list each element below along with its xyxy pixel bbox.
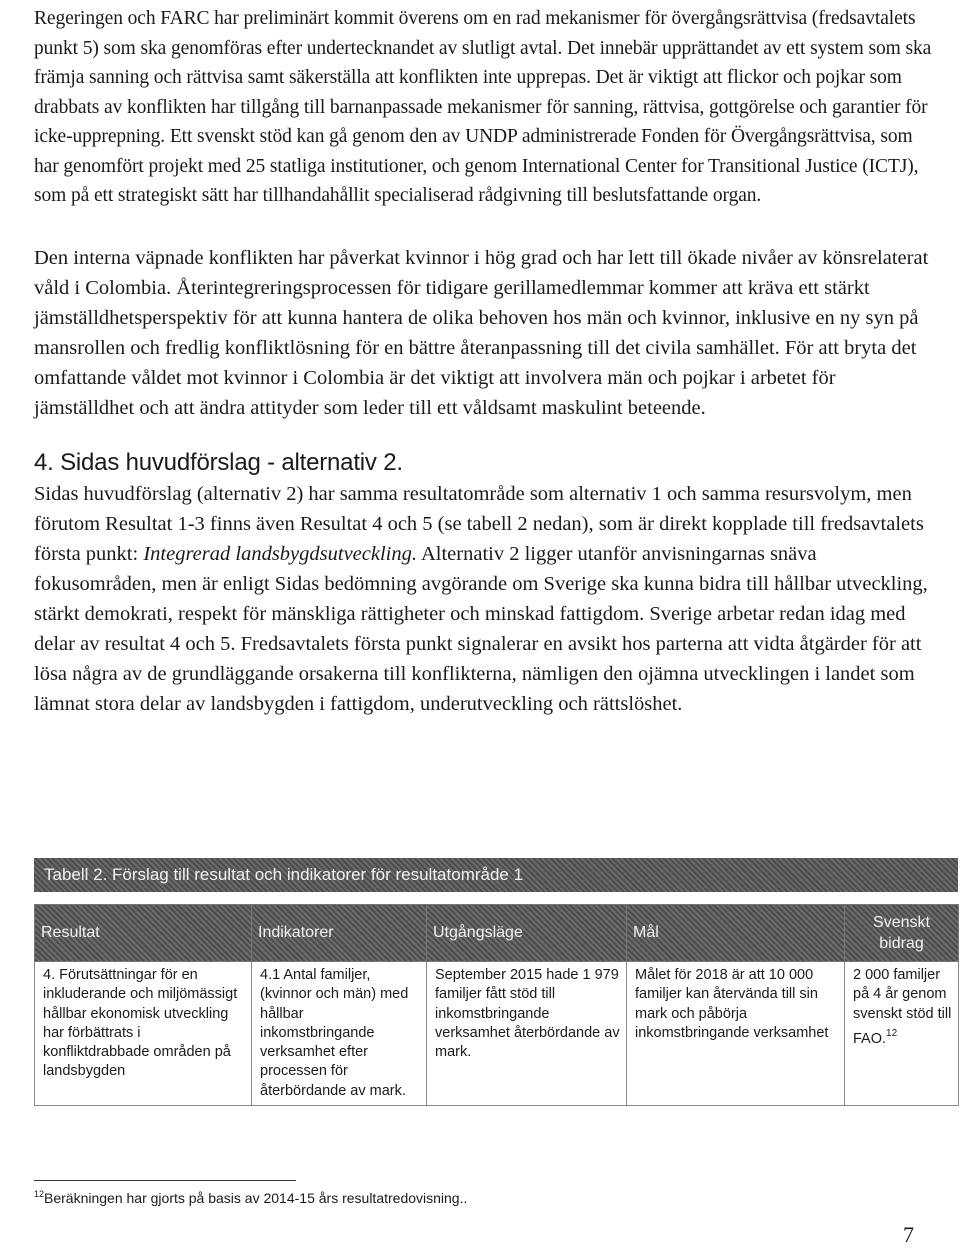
header-svenskt-bidrag: Svenskt bidrag — [845, 905, 959, 962]
table-row — [35, 962, 959, 1106]
section-heading: 4. Sidas huvudförslag - alternativ 2. — [34, 448, 403, 476]
cell-resultat: 4. Förutsättningar för en inkluderande och miljömässigt hållbar ekonomisk utveckling har förbättrats i konfliktdrabbade områden på landsbygden — [35, 962, 252, 1106]
paragraph-main-proposal — [34, 479, 934, 719]
header-utgangslage: Utgångsläge — [427, 905, 627, 962]
table-header-row — [35, 905, 959, 962]
paragraph-main-proposal-start: Sidas huvudförslag (alternativ 2) har samma resultatområde som alternativ 1 och samma resursvolym, men förutom Resultat 1-3 finns även Resultat 4 och 5 (se tabell 2 nedan), som är direkt kopplade till fredsavtalets första punkt: — [34, 482, 924, 565]
paragraph-gender-violence: Den interna väpnade konflikten har påverkat kvinnor i hög grad och har lett till ökade nivåer av könsrelaterat våld i Colombia. Återintegreringsprocessen för tidigare gerillamedlemmar kommer att kräva ett stärkt jämställdhetsperspektiv för att kunna hantera de olika behoven hos män och kvinnor, inklusive en ny syn på mansrollen och fredlig konfliktlösning för en bättre återanpassning till det civila samhället. För att bryta det omfattande våldet mot kvinnor i Colombia är det viktigt att involvera män och pojkar i arbetet för jämställdhet och att ändra attityder som leder till ett våldsamt maskulint beteende. — [34, 246, 929, 419]
cell-indikatorer: 4.1 Antal familjer, (kvinnor och män) med hållbar inkomstbringande verksamhet efter processen för återbördande av mark. — [252, 962, 427, 1106]
footnote-divider — [34, 1180, 296, 1181]
table-title: Tabell 2. Förslag till resultat och indikatorer för resultatområde 1 — [34, 858, 958, 892]
header-resultat: Resultat — [35, 905, 252, 962]
page-number: 7 — [903, 1222, 914, 1247]
document-body — [34, 4, 934, 719]
footnote-number: 12 — [34, 1189, 45, 1199]
footnote-ref: 12 — [886, 1027, 898, 1039]
cell-utgangslage: September 2015 hade 1 979 familjer fått stöd till inkomstbringande verksamhet återbördande av mark. — [427, 962, 627, 1106]
paragraph-transitional-justice: Regeringen och FARC har preliminärt kommit överens om en rad mekanismer för övergångsrättvisa (fredsavtalets punkt 5) som ska genomföras efter undertecknandet av slutligt avtal. Det innebär upprättandet av ett system som ska främja sanning och rättvisa samt säkerställa att konflikten inte upprepas. Det är viktigt att flickor och pojkar som drabbats av konflikten har tillgång till barnanpassade mekanismer för sanning, rättvisa, gottgörelse och garantier för icke-upprepning. Ett svenskt stöd kan gå genom den av UNDP administrerade Fonden för Övergångsrättvisa, som har genomfört projekt med 25 statliga institutioner, och genom International Center for Transitional Justice (ICTJ), som på ett strategiskt sätt har tillhandahållit specialiserad rådgivning till beslutsfattande organ. — [34, 8, 932, 206]
cell-mal: Målet för 2018 är att 10 000 familjer kan återvända till sin mark och påbörja inkomstbringande verksamhet — [627, 962, 845, 1106]
cell-svenskt-bidrag — [845, 962, 959, 1106]
header-indikatorer: Indikatorer — [252, 905, 427, 962]
cell-svenskt-bidrag-text: 2 000 familjer på 4 år genom svenskt stöd till FAO. — [853, 967, 952, 1047]
header-mal: Mål — [627, 905, 845, 962]
paragraph-main-proposal-end: Alternativ 2 ligger utanför anvisningarnas snäva fokusområden, men är enligt Sidas bedömning avgörande om Sverige ska kunna bidra till hållbar utveckling, stärkt demokrati, respekt för mänskliga rättigheter och minskad fattigdom. Sverige arbetar redan idag med delar av resultat 4 och 5. Fredsavtalets första punkt signalerar en avsikt hos parterna att vidta åtgärder för att lösa några av de grundläggande orsakerna till konflikterna, nämligen den ojämna utvecklingen i landet som lämnat stora delar av landsbygden i fattigdom, underutveckling och rättslöshet. — [34, 542, 928, 715]
footnote — [34, 1189, 467, 1206]
footnote-text: Beräkningen har gjorts på basis av 2014-15 års resultatredovisning.. — [44, 1190, 468, 1206]
paragraph-main-proposal-italic: Integrerad landsbygdsutveckling. — [143, 542, 417, 565]
results-table — [34, 904, 959, 1106]
